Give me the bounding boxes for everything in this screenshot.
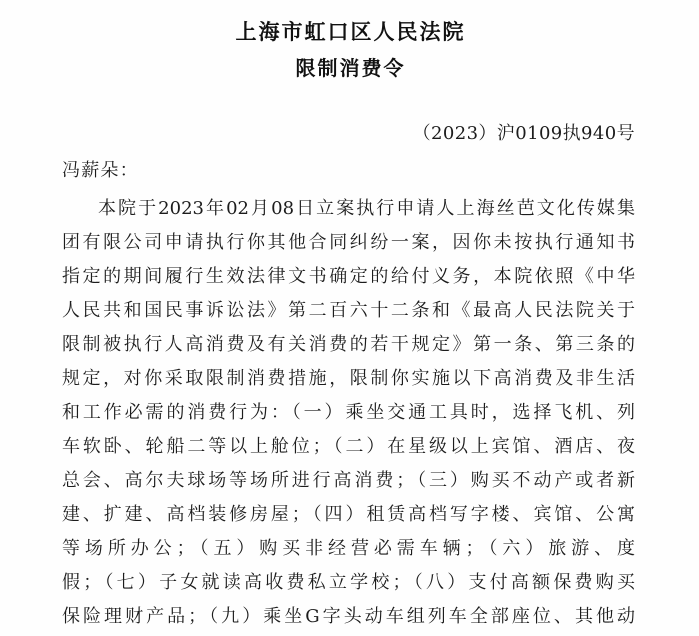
body-line	[62, 464, 635, 498]
body-line	[62, 294, 635, 328]
body-line	[62, 600, 635, 634]
body-line-text: 指定的期间履行生效法律文书确定的给付义务，本院依照《中华	[62, 266, 635, 287]
body-line-text: 保险理财产品；（九）乘坐G字头动车组列车全部座位、其他动	[62, 606, 635, 627]
body-line	[62, 260, 635, 294]
document-heading	[0, 0, 699, 83]
body-line-text: 车软卧、轮船二等以上舱位；（二）在星级以上宾馆、酒店、夜	[62, 436, 635, 457]
recipient-name: 冯薪朵：	[62, 160, 139, 181]
body-line-text: 人民共和国民事诉讼法》第二百六十二条和《最高人民法院关于	[62, 300, 635, 321]
body-line-text: 本院于2023年02月08日立案执行申请人上海丝芭文化传媒集	[98, 198, 635, 219]
body-line-text: 总会、高尔夫球场等场所进行高消费；（三）购买不动产或者新	[62, 470, 635, 491]
court-name-title: 上海市虹口区人民法院	[235, 19, 466, 44]
case-number: （2023）沪0109执940号	[412, 123, 635, 144]
document-body	[0, 192, 699, 634]
body-line-text: 建、扩建、高档装修房屋；（四）租赁高档写字楼、宾馆、公寓	[62, 504, 635, 525]
body-line	[62, 566, 635, 600]
recipient-row	[0, 158, 699, 184]
body-line	[62, 226, 635, 260]
body-line-text: 等场所办公；（五）购买非经营必需车辆；（六）旅游、度	[62, 538, 635, 559]
case-number-row	[0, 121, 699, 147]
body-line	[62, 396, 635, 430]
body-line	[62, 328, 635, 362]
document-type-title: 限制消费令	[295, 56, 406, 80]
body-line-text: 假；（七）子女就读高收费私立学校；（八）支付高额保费购买	[62, 572, 635, 593]
body-line	[62, 498, 635, 532]
body-line-text: 规定，对你采取限制消费措施，限制你实施以下高消费及非生活	[62, 368, 635, 389]
body-line	[62, 362, 635, 396]
body-line-text: 团有限公司申请执行你其他合同纠纷一案，因你未按执行通知书	[62, 232, 635, 253]
body-line-text: 限制被执行人高消费及有关消费的若干规定》第一条、第三条的	[62, 334, 635, 355]
body-line	[62, 192, 635, 226]
body-line	[62, 532, 635, 566]
body-line	[62, 430, 635, 464]
body-line-text: 和工作必需的消费行为：（一）乘坐交通工具时，选择飞机、列	[62, 402, 635, 423]
